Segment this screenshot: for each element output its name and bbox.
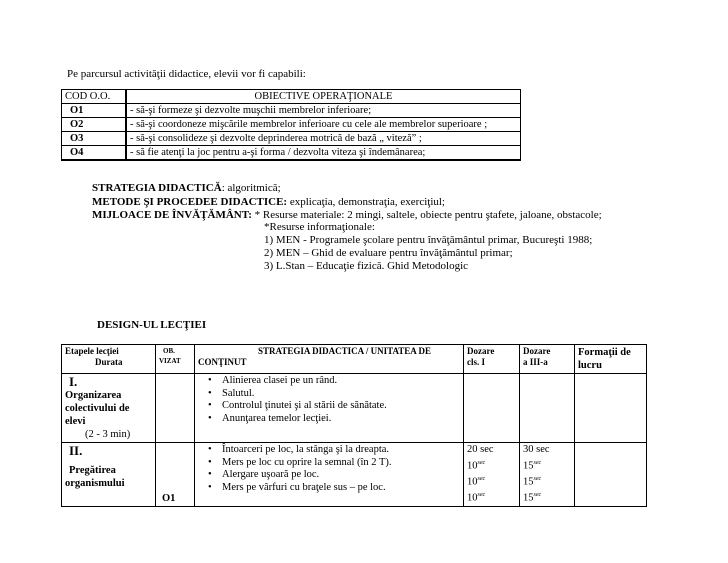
content-item: • Salutul. xyxy=(198,388,460,401)
strategy-line xyxy=(92,182,602,196)
lesson-stage-row xyxy=(62,374,647,443)
objective-code: O1 xyxy=(62,104,127,118)
stage-cell xyxy=(62,374,156,443)
objective-row xyxy=(62,104,521,118)
stage-number: II. xyxy=(69,443,83,458)
intro-text: Pe parcursul activităţii didactice, elevii vor fi capabili: xyxy=(67,68,306,80)
stage-cell xyxy=(62,443,156,507)
info-resource-item: 2) MEN – Ghid de evaluare pentru învăţământul primar; xyxy=(264,247,513,259)
stage-formation xyxy=(575,443,647,507)
dose-value: $15^{sec}$ xyxy=(523,491,542,503)
objective-row xyxy=(62,118,521,132)
stage-objective-code: O1 xyxy=(162,492,176,504)
content-item: • Mers pe loc cu oprire la semnal (în 2 T). xyxy=(198,457,460,470)
header-formations-label-2: lucru xyxy=(578,360,602,371)
content-item: • Controlul ţinutei şi al stării de sănătate. xyxy=(198,400,460,413)
methods-line xyxy=(92,196,602,210)
header-vizat-label: VIZAT xyxy=(159,357,181,365)
header-dose-3-class: a III-a xyxy=(523,357,548,367)
objective-text: - să fie atenţi la joc pentru a-şi forma / dezvolta viteza şi îndemânarea; xyxy=(126,146,521,161)
content-list xyxy=(198,375,460,425)
dose-value: $15^{sec}$ xyxy=(523,475,542,487)
lesson-header-row xyxy=(62,345,647,374)
header-strategy xyxy=(195,345,464,374)
stage-duration: (2 - 3 min) xyxy=(85,429,131,440)
stage-name: organismului xyxy=(65,478,125,489)
header-dose-1 xyxy=(464,345,520,374)
header-dose-1-label: Dozare xyxy=(467,346,495,356)
stage-name: Organizarea xyxy=(65,390,122,401)
content-item: • Mers pe vârfuri cu braţele sus – pe loc. xyxy=(198,482,460,495)
objective-text: - să-şi formeze şi dezvolte muşchii membrelor inferioare; xyxy=(126,104,521,118)
objective-text: - să-şi consolideze şi dezvolte deprinderea motrică de bază „ viteză” ; xyxy=(126,132,521,146)
stage-number: I. xyxy=(69,374,78,389)
header-stages-label: Etapele lecţiei xyxy=(65,346,119,356)
header-dose-3-label: Dozare xyxy=(523,346,551,356)
objectives-table xyxy=(61,89,521,161)
info-resources-label: *Resurse informaţionale: xyxy=(264,221,375,233)
header-objective xyxy=(156,345,195,374)
dose-value: 30 sec xyxy=(523,444,550,455)
stage-content xyxy=(195,443,464,507)
stage-name: colectivului de xyxy=(65,403,130,414)
objective-code: O4 xyxy=(62,146,127,161)
objectives-header-title: OBIECTIVE OPERAŢIONALE xyxy=(126,90,521,104)
strategy-label: STRATEGIA DIDACTICĂ xyxy=(92,182,222,194)
objectives-header-row xyxy=(62,90,521,104)
lesson-table xyxy=(61,344,647,507)
stage-objective xyxy=(156,443,195,507)
dose-value: $10^{sec}$ xyxy=(467,459,486,471)
content-item: • Alinierea clasei pe un rând. xyxy=(198,375,460,388)
methods-label: METODE ŞI PROCEDEE DIDACTICE: xyxy=(92,195,288,208)
header-stages xyxy=(62,345,156,374)
header-formations-label: Formaţii de xyxy=(578,347,631,358)
content-list xyxy=(198,444,460,494)
objective-code: O2 xyxy=(62,118,127,132)
header-content-label: CONŢINUT xyxy=(198,357,247,367)
info-resource-item: 3) L.Stan – Educaţie fizică. Ghid Metodologic xyxy=(264,260,469,272)
stage-objective xyxy=(156,374,195,443)
means-value: * Resurse materiale: 2 mingi, saltele, obiecte pentru ştafete, jaloane, obstacole; xyxy=(251,209,602,221)
stage-dose-1 xyxy=(464,443,520,507)
objective-text: - să-şi coordoneze mişcările membrelor inferioare cu cele ale membrelor superioare ; xyxy=(126,118,521,132)
stage-name: Pregătirea xyxy=(69,465,116,476)
info-resource-item: 1) MEN - Programele şcolare pentru învăţământul primar, Bucureşti 1988; xyxy=(264,234,593,246)
strategy-value: : algoritmică; xyxy=(221,182,281,194)
stage-content xyxy=(195,374,464,443)
objective-code: O3 xyxy=(62,132,127,146)
objective-row xyxy=(62,132,521,146)
objective-row xyxy=(62,146,521,161)
dose-value: 20 sec xyxy=(467,444,494,455)
header-dose-1-class: cls. I xyxy=(467,357,485,367)
stage-name: elevi xyxy=(65,416,86,427)
dose-value: $15^{sec}$ xyxy=(523,459,542,471)
header-formations xyxy=(575,345,647,374)
content-item: • Întoarceri pe loc, la stânga şi la dreapta. xyxy=(198,444,460,457)
stage-dose-1 xyxy=(464,374,520,443)
objectives-header-code: COD O.O. xyxy=(62,90,127,104)
means-label: MIJLOACE DE ÎNVĂŢĂMÂNT: xyxy=(92,209,252,221)
header-duration-label: Durata xyxy=(95,357,123,367)
design-title: DESIGN-UL LECŢIEI xyxy=(97,319,207,331)
header-ob-label: OB. xyxy=(163,347,175,355)
lesson-stage-row xyxy=(62,443,647,507)
methods-value: explicaţia, demonstraţia, exerciţiul; xyxy=(287,195,445,208)
content-item: • Anunţarea temelor lecţiei. xyxy=(198,413,460,426)
stage-dose-3 xyxy=(520,374,575,443)
dose-value: $10^{sec}$ xyxy=(467,491,486,503)
header-dose-3 xyxy=(520,345,575,374)
content-item: • Alergare uşoară pe loc. xyxy=(198,469,460,482)
stage-dose-3 xyxy=(520,443,575,507)
dose-value: $10^{sec}$ xyxy=(467,475,486,487)
stage-formation xyxy=(575,374,647,443)
header-strategy-label: STRATEGIA DIDACTICA / UNITATEA DE xyxy=(258,346,432,356)
strategy-block xyxy=(92,182,602,223)
